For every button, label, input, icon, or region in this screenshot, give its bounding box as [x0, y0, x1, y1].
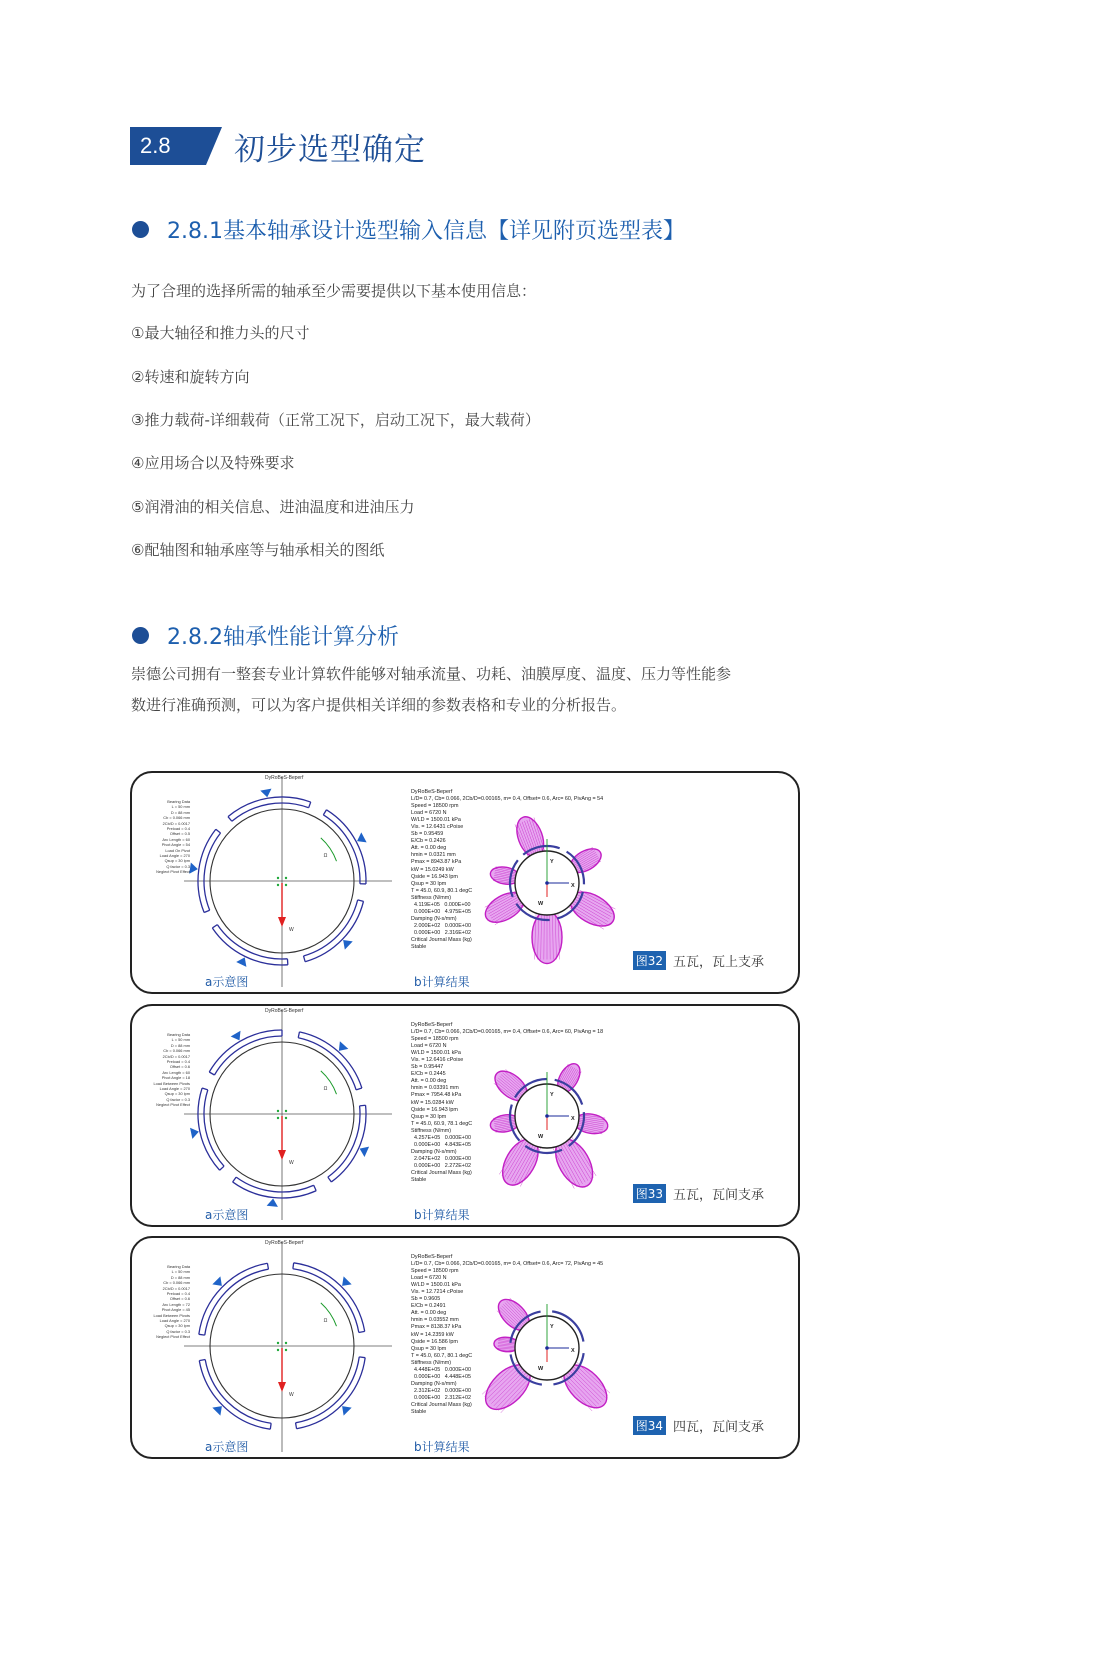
section-header [130, 127, 426, 168]
centre-marker-icon [277, 1117, 279, 1119]
body-text-line-1: 崇德公司拥有一整套专业计算软件能够对轴承流量、功耗、油膜厚度、温度、压力等性能参 [131, 665, 732, 683]
bearing-pad [228, 797, 311, 821]
section-number: 2.8 [140, 133, 171, 158]
centre-marker-icon [277, 1110, 279, 1112]
figure-panel-32 [130, 771, 800, 994]
w-axis-label: W [538, 1366, 544, 1372]
calculation-results-text: DyRoBeS-Beperf L/D= 0.7, Cb= 0.066, 2Cb/D=0.00165, m= 0.4, Offset= 0.6, Arc= 72, PivAng = 45 Speed = 18500 rpm Load = 6720 N W/LD = 1500.01 kPa Vis. = 12.7214 cPoise Sb = 0.9605 E/Cb = 0.2491 Att. = 0.00 deg hmin = 0.03552 mm Pmax = 8138.37 kPa kW = 14.2359 kW Qside = 16.586 lpm Qsup = 30 lpm T = 45.0, 60.7, 80.1 degC Stiffness (N/mm) 4.448E+05 0.000E+00 0.000E+00 4.448E+05 Damping (N-s/mm) 2.312E+02 0.000E+00 0.000E+00 2.312E+02 Critical Journal Mass (kg) Stable [411, 1254, 604, 1416]
x-axis-label: X [571, 1116, 575, 1122]
figure-caption [633, 1184, 764, 1203]
bearing-pad [328, 1105, 366, 1182]
y-axis-label: Y [550, 859, 554, 865]
centre-marker-icon [277, 884, 279, 886]
pivot-triangle-icon [267, 1199, 278, 1207]
pivot-triangle-icon [342, 1406, 352, 1416]
centre-marker-icon [277, 877, 279, 879]
pivot-triangle-icon [212, 1406, 222, 1416]
load-arrow-head-icon [278, 1382, 286, 1392]
figure-panel-33 [130, 1004, 800, 1227]
bullet-dot-icon [132, 627, 149, 644]
centre-marker-icon [285, 884, 287, 886]
list-item: ②转速和旋转方向 [131, 368, 250, 386]
y-axis-label: Y [550, 1324, 554, 1330]
bearing-pad [212, 925, 287, 965]
caption-results: b计算结果 [414, 1208, 470, 1222]
x-axis-label: X [571, 883, 575, 889]
section-number-badge [130, 127, 206, 165]
pivot-triangle-icon [260, 789, 271, 798]
calculation-results-text: DyRoBeS-Beperf L/D= 0.7, Cb= 0.066, 2Cb/D=0.00165, m= 0.4, Offset= 0.6, Arc= 60, PivAng = 18 Speed = 18500 rpm Load = 6720 N W/LD = 1500.01 kPa Vis. = 12.6416 cPoise Sb = 0.95447 E/Cb = 0.2445 Att. = 0.00 deg hmin = 0.03391 mm Pmax = 7954.48 kPa kW = 15.0284 kW Qside = 16.943 lpm Qsup = 30 lpm T = 45.0, 60.9, 78.1 degC Stiffness (N/mm) 4.257E+05 0.000E+00 0.000E+00 4.843E+05 Damping (N-s/mm) 2.047E+02 0.000E+00 0.000E+00 2.272E+02 Critical Journal Mass (kg) Stable [411, 1022, 604, 1184]
pivot-triangle-icon [343, 940, 353, 950]
omega-label: Ω [323, 1318, 328, 1324]
figure-caption-text: 五瓦，瓦上支承 [672, 955, 764, 970]
x-axis-label: X [571, 1348, 575, 1354]
bearing-data-text: Bearing Data L = 50 mm D = 88 mm Cb = 0.066 mm 2Cb/D = 0.0017 Preload = 0.4 Offset = 0.6 Arc Length = 60 Pivot Angle = 18 Load Between Pivots Load Angle = 270 Qsup = 30 lpm Q factor = 0.3 Neglect Pivot Effect [153, 1032, 190, 1108]
subsection-title-2: 2.8.2轴承性能计算分析 [167, 625, 399, 650]
pivot-triangle-icon [360, 1147, 369, 1157]
centre-marker-icon [285, 877, 287, 879]
body-text-line-2: 数进行准确预测，可以为客户提供相关详细的参数表格和专业的分析报告。 [131, 696, 627, 714]
figure-caption-text: 五瓦，瓦间支承 [672, 1188, 764, 1203]
figure-number-badge: 图33 [633, 1184, 666, 1203]
list-item: ③推力载荷-详细载荷（正常工况下，启动工况下，最大载荷） [131, 411, 540, 429]
diagram-title: DyRoBeS-Beperf [265, 1240, 304, 1246]
load-w-label: W [289, 1392, 294, 1398]
bearing-pad [199, 1360, 271, 1430]
section-title: 初步选型确定 [234, 131, 426, 168]
load-arrow-head-icon [278, 917, 286, 927]
caption-schematic: a示意图 [205, 1440, 249, 1454]
centre-marker-icon [277, 1349, 279, 1351]
pivot-triangle-icon [236, 957, 246, 967]
bearing-pad [293, 1263, 365, 1333]
centre-marker-icon [285, 1349, 287, 1351]
omega-label: Ω [323, 1086, 328, 1092]
list-item: ①最大轴径和推力头的尺寸 [131, 324, 310, 342]
subsection-title-1: 2.8.1基本轴承设计选型输入信息【详见附页选型表】 [167, 219, 685, 244]
load-arrow-head-icon [278, 1150, 286, 1160]
pivot-triangle-icon [342, 1276, 352, 1286]
centre-marker-icon [277, 1342, 279, 1344]
list-item: ⑥配轴图和轴承座等与轴承相关的图纸 [131, 541, 385, 559]
bearing-pad [323, 810, 366, 884]
y-axis-label: Y [550, 1092, 554, 1098]
load-w-label: W [289, 927, 294, 933]
pivot-triangle-icon [189, 862, 198, 873]
centre-marker-icon [285, 1117, 287, 1119]
pivot-triangle-icon [212, 1276, 222, 1286]
diagram-title: DyRoBeS-Beperf [265, 775, 304, 781]
subsection-heading-2 [132, 620, 399, 651]
bearing-pad [233, 1177, 317, 1198]
figure-number-badge: 图32 [633, 951, 666, 970]
centre-marker-icon [285, 1342, 287, 1344]
bearing-data-text: Bearing Data L = 50 mm D = 88 mm Cb = 0.066 mm 2Cb/D = 0.0017 Preload = 0.4 Offset = 0.6 Arc Length = 72 Pivot Angle = 45 Load Between Pivots Load Angle = 270 Qsup = 30 lpm Q factor = 0.3 Neglect Pivot Effect [153, 1264, 190, 1340]
caption-schematic: a示意图 [205, 975, 249, 989]
caption-results: b计算结果 [414, 975, 470, 989]
bullet-dot-icon [132, 221, 149, 238]
pivot-triangle-icon [357, 832, 367, 842]
load-w-label: W [289, 1160, 294, 1166]
figure-number-badge: 图34 [633, 1416, 666, 1435]
bearing-data-text: Bearing Data L = 50 mm D = 88 mm Cb = 0.066 mm 2Cb/D = 0.0017 Preload = 0.4 Offset = 0.5 Arc Length = 60 Pivot Angle = 54 Load On Pivot Load Angle = 270 Qsup = 30 lpm Q factor = 0.3 Neglect Pivot Effect [156, 799, 190, 875]
caption-schematic: a示意图 [205, 1208, 249, 1222]
bearing-pad [296, 1357, 366, 1429]
w-axis-label: W [538, 901, 544, 907]
diagram-title: DyRoBeS-Beperf [265, 1008, 304, 1014]
caption-results: b计算结果 [414, 1440, 470, 1454]
figure-caption [633, 951, 764, 970]
pivot-triangle-icon [190, 1128, 199, 1139]
w-axis-label: W [538, 1134, 544, 1140]
centre-marker-icon [285, 1110, 287, 1112]
intro-text: 为了合理的选择所需的轴承至少需要提供以下基本使用信息： [131, 282, 537, 300]
pivot-triangle-icon [339, 1041, 348, 1051]
figure-caption-text: 四瓦，瓦间支承 [672, 1420, 764, 1435]
pivot-triangle-icon [231, 1031, 241, 1041]
bearing-pad [199, 1263, 269, 1335]
figure-panel-34 [130, 1236, 800, 1459]
figure-caption [633, 1416, 764, 1435]
list-item: ④应用场合以及特殊要求 [131, 454, 295, 472]
omega-label: Ω [323, 853, 328, 859]
calculation-results-text: DyRoBeS-Beperf L/D= 0.7, Cb= 0.066, 2Cb/D=0.00165, m= 0.4, Offset= 0.6, Arc= 60, PivAng = 54 Speed = 18500 rpm Load = 6720 N W/LD = 1500.01 kPa Vis. = 12.6431 cPoise Sb = 0.95459 E/Cb = 0.2426 Att. = 0.00 deg hmin = 0.0321 mm Pmax = 8943.87 kPa kW = 15.0249 kW Qside = 16.943 lpm Qsup = 30 lpm T = 45.0, 60.9, 80.1 degC Stiffness (N/mm) 4.119E+05 0.000E+00 0.000E+00 4.975E+05 Damping (N-s/mm) 2.000E+02 0.000E+00 0.000E+00 2.316E+02 Critical Journal Mass (kg) Stable [411, 789, 604, 951]
subsection-heading-1 [132, 214, 685, 245]
bearing-pad [198, 829, 221, 912]
list-item: ⑤润滑油的相关信息、进油温度和进油压力 [131, 498, 415, 516]
